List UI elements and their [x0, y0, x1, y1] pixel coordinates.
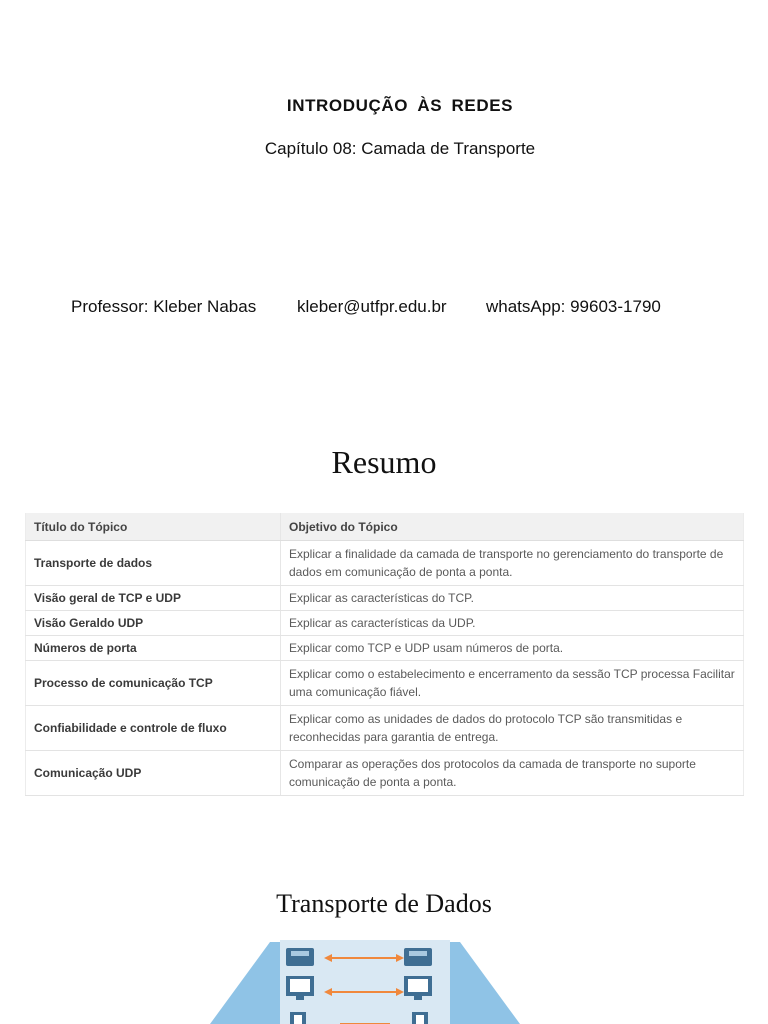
topic-cell: Transporte de dados: [26, 541, 281, 586]
column-header-topic: Título do Tópico: [26, 513, 281, 541]
phone-icon: [404, 948, 432, 966]
goal-cell: Explicar as características da UDP.: [281, 611, 744, 636]
transporte-heading: Transporte de Dados: [276, 889, 492, 918]
goal-cell: Explicar como as unidades de dados do protocolo TCP são transmitidas e reconhecidas para garantia de entrega.: [281, 706, 744, 751]
table-row: [26, 636, 744, 661]
doc-subtitle: Capítulo 08: Camada de Transporte: [264, 139, 536, 158]
topic-cell: Comunicação UDP: [26, 751, 281, 796]
phone-icon: [286, 948, 314, 966]
topic-cell: Confiabilidade e controle de fluxo: [26, 706, 281, 751]
table-header-row: [26, 513, 744, 541]
goal-cell: Explicar a finalidade da camada de transporte no gerenciamento do transporte de dados em comunicação de ponta a ponta.: [281, 541, 744, 586]
right-wing-shape: [448, 942, 520, 1024]
professor-email: kleber@utfpr.edu.br: [297, 297, 447, 316]
topic-cell: Processo de comunicação TCP: [26, 661, 281, 706]
left-wing-shape: [210, 942, 282, 1024]
doc-title: INTRODUÇÃO ÀS REDES: [286, 96, 514, 115]
transport-diagram: [210, 940, 520, 1024]
topic-cell: Visão Geraldo UDP: [26, 611, 281, 636]
resumo-heading: Resumo: [331, 444, 437, 480]
device-icon: [412, 1012, 428, 1024]
goal-cell: Explicar como o estabelecimento e encerramento da sessão TCP processa Facilitar uma comunicação fiável.: [281, 661, 744, 706]
table-row: [26, 751, 744, 796]
column-header-goal: Objetivo do Tópico: [281, 513, 744, 541]
table-row: [26, 661, 744, 706]
professor-whatsapp: whatsApp: 99603-1790: [486, 297, 661, 316]
table-row: [26, 611, 744, 636]
device-icon: [290, 1012, 306, 1024]
topic-cell: Números de porta: [26, 636, 281, 661]
table-row: [26, 541, 744, 586]
professor-name: Professor: Kleber Nabas: [71, 297, 257, 316]
summary-table: [25, 513, 744, 796]
table-row: [26, 586, 744, 611]
topic-cell: Visão geral de TCP e UDP: [26, 586, 281, 611]
table-row: [26, 706, 744, 751]
goal-cell: Explicar as características do TCP.: [281, 586, 744, 611]
goal-cell: Explicar como TCP e UDP usam números de porta.: [281, 636, 744, 661]
goal-cell: Comparar as operações dos protocolos da camada de transporte no suporte comunicação de ponta a ponta.: [281, 751, 744, 796]
